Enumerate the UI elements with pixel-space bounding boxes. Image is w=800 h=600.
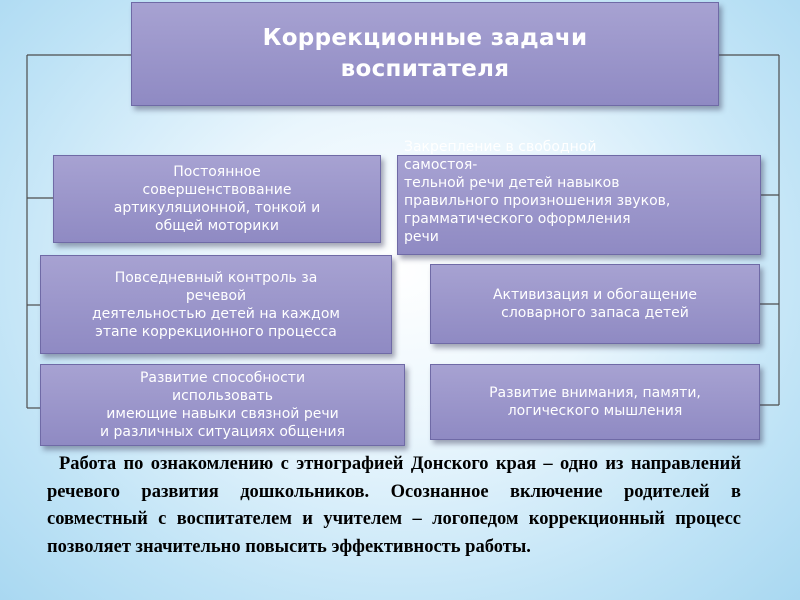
task-text: Постоянное совершенствование артикуляционной, тонкой и общей моторики — [113, 164, 321, 234]
task-box-attention-memory — [430, 364, 760, 440]
title-box — [131, 2, 719, 106]
task-box-vocabulary — [430, 264, 760, 344]
task-text: Закрепление в свободной самостоя- тельной речи детей навыков правильного произношения звуков, грамматического оформления речи — [404, 139, 671, 245]
task-box-motor-skills — [53, 155, 381, 243]
task-text: Повседневный контроль за речевой деятельностью детей на каждом этапе коррекционного процесса — [92, 269, 340, 340]
task-box-speech-consolidation — [397, 139, 761, 255]
task-text: Активизация и обогащение словарного запаса детей — [492, 287, 698, 321]
task-text: Развитие внимания, памяти, логического мышления — [489, 385, 701, 419]
diagram-title: Коррекционные задачи воспитателя — [262, 25, 588, 82]
description-paragraph: Работа по ознакомлению с этнографией Донского края – одно из направлений речевого развития дошкольников. Осознанное включение родителей в совместный с воспитателем и учителем – логопедом коррекционный процесс позволяет значительно повысить эффективность работы. — [47, 454, 741, 557]
task-box-speech-control — [40, 255, 392, 354]
task-box-coherent-speech — [40, 364, 405, 446]
task-text: Развитие способности использовать имеющие навыки связной речи и различных ситуациях общения — [100, 370, 345, 440]
